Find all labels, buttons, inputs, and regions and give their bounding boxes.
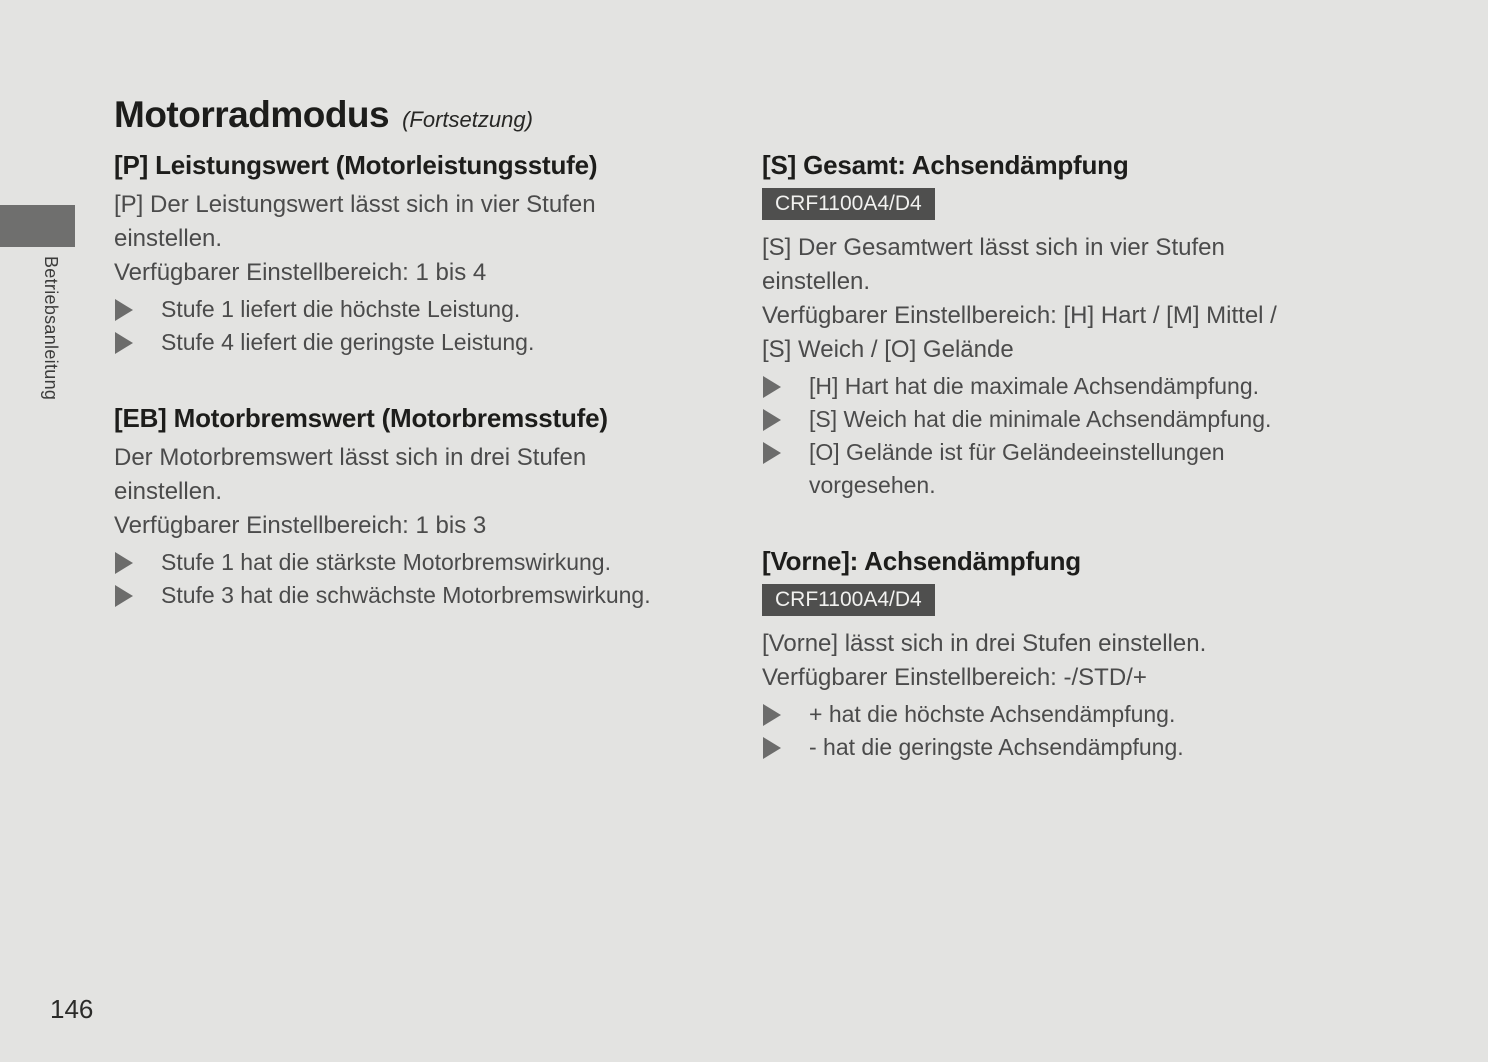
bullet-list (762, 370, 1354, 502)
bullet-text: - hat die geringste Achsendämpfung. (809, 734, 1184, 760)
list-item (114, 546, 706, 579)
bullet-text-continued: vorgesehen. (809, 472, 936, 498)
section-body (762, 627, 1354, 695)
list-item (114, 326, 706, 359)
section-leistungswert (114, 150, 706, 359)
text-line: einstellen. (762, 268, 871, 295)
bullet-arrow-icon (115, 299, 133, 321)
list-item (762, 698, 1354, 731)
chapter-sidebar-label: Betriebsanleitung (41, 256, 61, 401)
right-column (762, 150, 1354, 764)
bullet-text: Stufe 3 hat die schwächste Motorbremswirkung. (161, 582, 651, 608)
section-heading: [P] Leistungswert (Motorleistungsstufe) (114, 150, 598, 180)
text-line: Verfügbarer Einstellbereich: -/STD/+ (762, 664, 1147, 691)
section-heading: [S] Gesamt: Achsendämpfung (762, 150, 1129, 180)
page-title (114, 94, 533, 136)
text-line: [S] Der Gesamtwert lässt sich in vier Stufen (762, 234, 1225, 261)
text-line: Verfügbarer Einstellbereich: 1 bis 4 (114, 259, 487, 286)
section-vorne-achsendaempfung (762, 546, 1354, 764)
section-motorbremswert (114, 403, 706, 612)
list-item (762, 403, 1354, 436)
bullet-text: [H] Hart hat die maximale Achsendämpfung. (809, 373, 1260, 399)
bullet-text: + hat die höchste Achsendämpfung. (809, 701, 1176, 727)
bullet-list (114, 546, 706, 612)
list-item (762, 436, 1354, 502)
bullet-arrow-icon (763, 737, 781, 759)
bullet-arrow-icon (763, 704, 781, 726)
bullet-list (762, 698, 1354, 764)
text-line: Verfügbarer Einstellbereich: 1 bis 3 (114, 512, 487, 539)
list-item (762, 370, 1354, 403)
page-title-suffix: (Fortsetzung) (402, 107, 533, 132)
text-line: [P] Der Leistungswert lässt sich in vier Stufen (114, 191, 596, 218)
bullet-text: Stufe 4 liefert die geringste Leistung. (161, 329, 535, 355)
page-number: 146 (50, 994, 94, 1024)
list-item (762, 731, 1354, 764)
bullet-text: [S] Weich hat die minimale Achsendämpfung. (809, 406, 1272, 432)
text-line: einstellen. (114, 478, 223, 505)
text-line: [S] Weich / [O] Gelände (762, 336, 1014, 363)
bullet-arrow-icon (115, 332, 133, 354)
model-badge: CRF1100A4/D4 (762, 188, 935, 220)
section-gesamt-achsendaempfung (762, 150, 1354, 502)
text-line: Verfügbarer Einstellbereich: [H] Hart / [M] Mittel / (762, 302, 1277, 329)
page-title-text: Motorradmodus (114, 94, 390, 135)
text-line: [Vorne] lässt sich in drei Stufen einstellen. (762, 630, 1207, 657)
section-body (762, 231, 1354, 367)
section-heading: [EB] Motorbremswert (Motorbremsstufe) (114, 403, 608, 433)
text-line: einstellen. (114, 225, 223, 252)
section-body (114, 441, 706, 543)
bullet-arrow-icon (763, 442, 781, 464)
model-badge: CRF1100A4/D4 (762, 584, 935, 616)
text-line: Der Motorbremswert lässt sich in drei Stufen (114, 444, 587, 471)
bullet-text: Stufe 1 liefert die höchste Leistung. (161, 296, 521, 322)
bullet-list (114, 293, 706, 359)
bullet-arrow-icon (763, 409, 781, 431)
bullet-text: Stufe 1 hat die stärkste Motorbremswirkung. (161, 549, 611, 575)
bullet-arrow-icon (763, 376, 781, 398)
list-item (114, 579, 706, 612)
list-item (114, 293, 706, 326)
bullet-arrow-icon (115, 585, 133, 607)
chapter-tab (0, 205, 75, 247)
section-body (114, 188, 706, 290)
left-column (114, 150, 706, 612)
section-heading: [Vorne]: Achsendämpfung (762, 546, 1081, 576)
bullet-text: [O] Gelände ist für Geländeeinstellungen (809, 439, 1225, 465)
bullet-arrow-icon (115, 552, 133, 574)
